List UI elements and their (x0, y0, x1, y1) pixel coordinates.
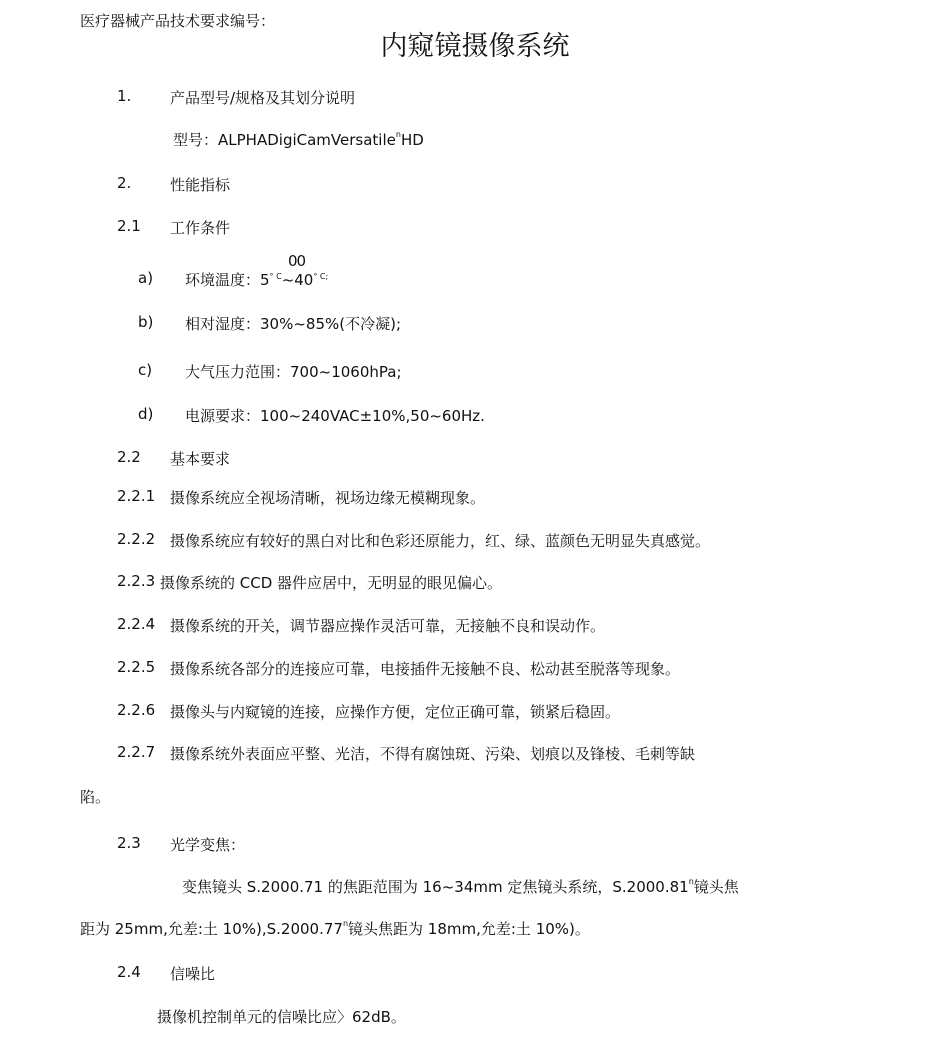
req-2-2-4-number: 2.2.4 (117, 615, 156, 633)
req-2-2-5-number: 2.2.5 (117, 658, 156, 676)
req-2-2-6-text: 摄像头与内窥镜的连接，应操作方便，定位正确可靠，锁紧后稳固。 (170, 703, 621, 721)
model-label: 型号： (173, 131, 219, 149)
temperature-unit-1: ° C (269, 272, 282, 281)
section-2-3-heading: 光学变焦： (170, 836, 246, 854)
req-2-2-3-text: 摄像系统的 CCD 器件应居中，无明显的眼见偏心。 (160, 574, 503, 592)
section-2-1-heading: 工作条件 (170, 219, 231, 237)
zoom-line-1 (182, 876, 739, 897)
section-2-number: 2. (117, 174, 132, 192)
temperature-prefix: 环境温度：5 (185, 271, 270, 289)
section-2-1-number: 2.1 (117, 217, 141, 235)
document-title: 内窥镜摄像系统 (380, 31, 570, 62)
section-1-heading: 产品型号/规格及其划分说明 (170, 89, 356, 107)
req-2-2-4-text: 摄像系统的开关，调节器应操作灵活可靠，无接触不良和误动作。 (170, 617, 606, 635)
req-2-2-1-number: 2.2.1 (117, 487, 156, 505)
zoom-line-1-end: 镜头焦 (693, 878, 739, 896)
zoom-line-2-superscript: n (342, 919, 349, 928)
zoom-line-2-main: 距为 25mm,允差:土 10%),S.2000.77 (80, 920, 343, 938)
req-2-2-3-number: 2.2.3 (117, 572, 156, 590)
section-2-2-heading: 基本要求 (170, 450, 231, 468)
req-2-2-7-number: 2.2.7 (117, 743, 156, 761)
zoom-line-2 (80, 918, 590, 939)
model-name: ALPHADigiCamVersatile (218, 131, 396, 149)
req-2-2-7-text: 摄像系统外表面应平整、光洁，不得有腐蚀斑、污染、划痕以及锋棱、毛刺等缺 (170, 745, 696, 763)
section-2-3-number: 2.3 (117, 834, 141, 852)
condition-a-text (185, 269, 328, 290)
condition-b-number: b) (138, 313, 154, 331)
req-2-2-1-text: 摄像系统应全视场清晰，视场边缘无模糊现象。 (170, 489, 486, 507)
doc-number-label: 医疗器械产品技术要求编号： (80, 12, 276, 30)
temperature-unit-2: ° C; (313, 272, 329, 281)
section-2-2-number: 2.2 (117, 448, 141, 466)
section-2-heading: 性能指标 (170, 176, 231, 194)
req-2-2-5-text: 摄像系统各部分的连接应可靠，电接插件无接触不良、松动甚至脱落等现象。 (170, 660, 681, 678)
condition-c-text: 大气压力范围：700~1060hPa; (185, 363, 402, 381)
zoom-line-1-main: 变焦镜头 S.2000.71 的焦距范围为 16~34mm 定焦镜头系统，S.2000.81 (182, 878, 689, 896)
zoom-line-1-superscript: n (688, 877, 694, 886)
model-line (173, 129, 424, 150)
snr-requirement: 摄像机控制单元的信噪比应〉62dB。 (157, 1008, 406, 1026)
section-1-number: 1. (117, 87, 132, 105)
temperature-mid: ~40 (281, 271, 314, 289)
section-2-4-heading: 信噪比 (170, 965, 216, 983)
req-2-2-7-continuation: 陷。 (80, 788, 111, 806)
req-2-2-2-text: 摄像系统应有较好的黑白对比和色彩还原能力，红、绿、蓝颜色无明显失真感觉。 (170, 532, 711, 550)
model-suffix: HD (400, 131, 424, 149)
condition-d-text: 电源要求：100~240VAC±10%,50~60Hz. (185, 407, 485, 425)
section-2-4-number: 2.4 (117, 963, 141, 981)
model-superscript: n (395, 130, 401, 139)
condition-b-text: 相对湿度：30%~85%(不冷凝); (185, 315, 402, 333)
zoom-line-2-end: 镜头焦距为 18mm,允差:土 10%)。 (348, 920, 590, 938)
req-2-2-6-number: 2.2.6 (117, 701, 156, 719)
temperature-top-marks: 00 (288, 252, 306, 270)
req-2-2-2-number: 2.2.2 (117, 530, 156, 548)
condition-d-number: d) (138, 405, 154, 423)
condition-a-number: a) (138, 269, 154, 287)
condition-c-number: c) (138, 361, 153, 379)
